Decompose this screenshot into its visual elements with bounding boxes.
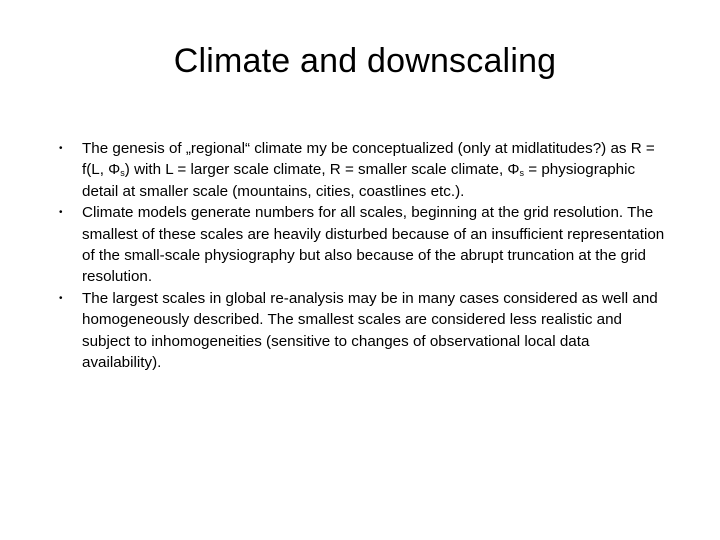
bullet-1-part-1: The genesis of „regional“ climate my be conceptualized (only at midlatitudes?) as R = f(L, — [82, 140, 655, 179]
bullet-text-1 — [82, 140, 655, 200]
bullet-1-part-2: ) with L = larger scale climate, R = smaller scale climate, — [124, 161, 508, 179]
bullet-item-3 — [50, 288, 670, 374]
bullet-icon: • — [59, 292, 63, 304]
phi-symbol: Φ — [507, 161, 520, 179]
subscript-s: s — [120, 168, 125, 179]
bullet-list — [50, 138, 670, 373]
bullet-text-2: Climate models generate numbers for all scales, beginning at the grid resolution. The smallest of these scales are heavily disturbed because of an insufficient representation of the small-scale physiography but also because of the abrupt truncation at the grid resolution. — [82, 204, 665, 286]
slide-title: Climate and downscaling — [173, 42, 557, 80]
phi-symbol: Φ — [108, 161, 121, 179]
subscript-s: s — [519, 168, 525, 179]
bullet-1-part-3: = physiographic detail at smaller scale (mountains, cities, coastlines etc.). — [82, 161, 636, 200]
bullet-item-2 — [50, 202, 670, 288]
bullet-icon: • — [59, 143, 63, 154]
bullet-text-3: The largest scales in global re-analysis may be in many cases considered as well and homogeneously described. The smallest scales are considered less realistic and subject to inhomogeneities (sensitive to changes of observational local data availability). — [82, 289, 658, 372]
bullet-item-1 — [50, 138, 670, 202]
bullet-icon: • — [59, 207, 63, 219]
